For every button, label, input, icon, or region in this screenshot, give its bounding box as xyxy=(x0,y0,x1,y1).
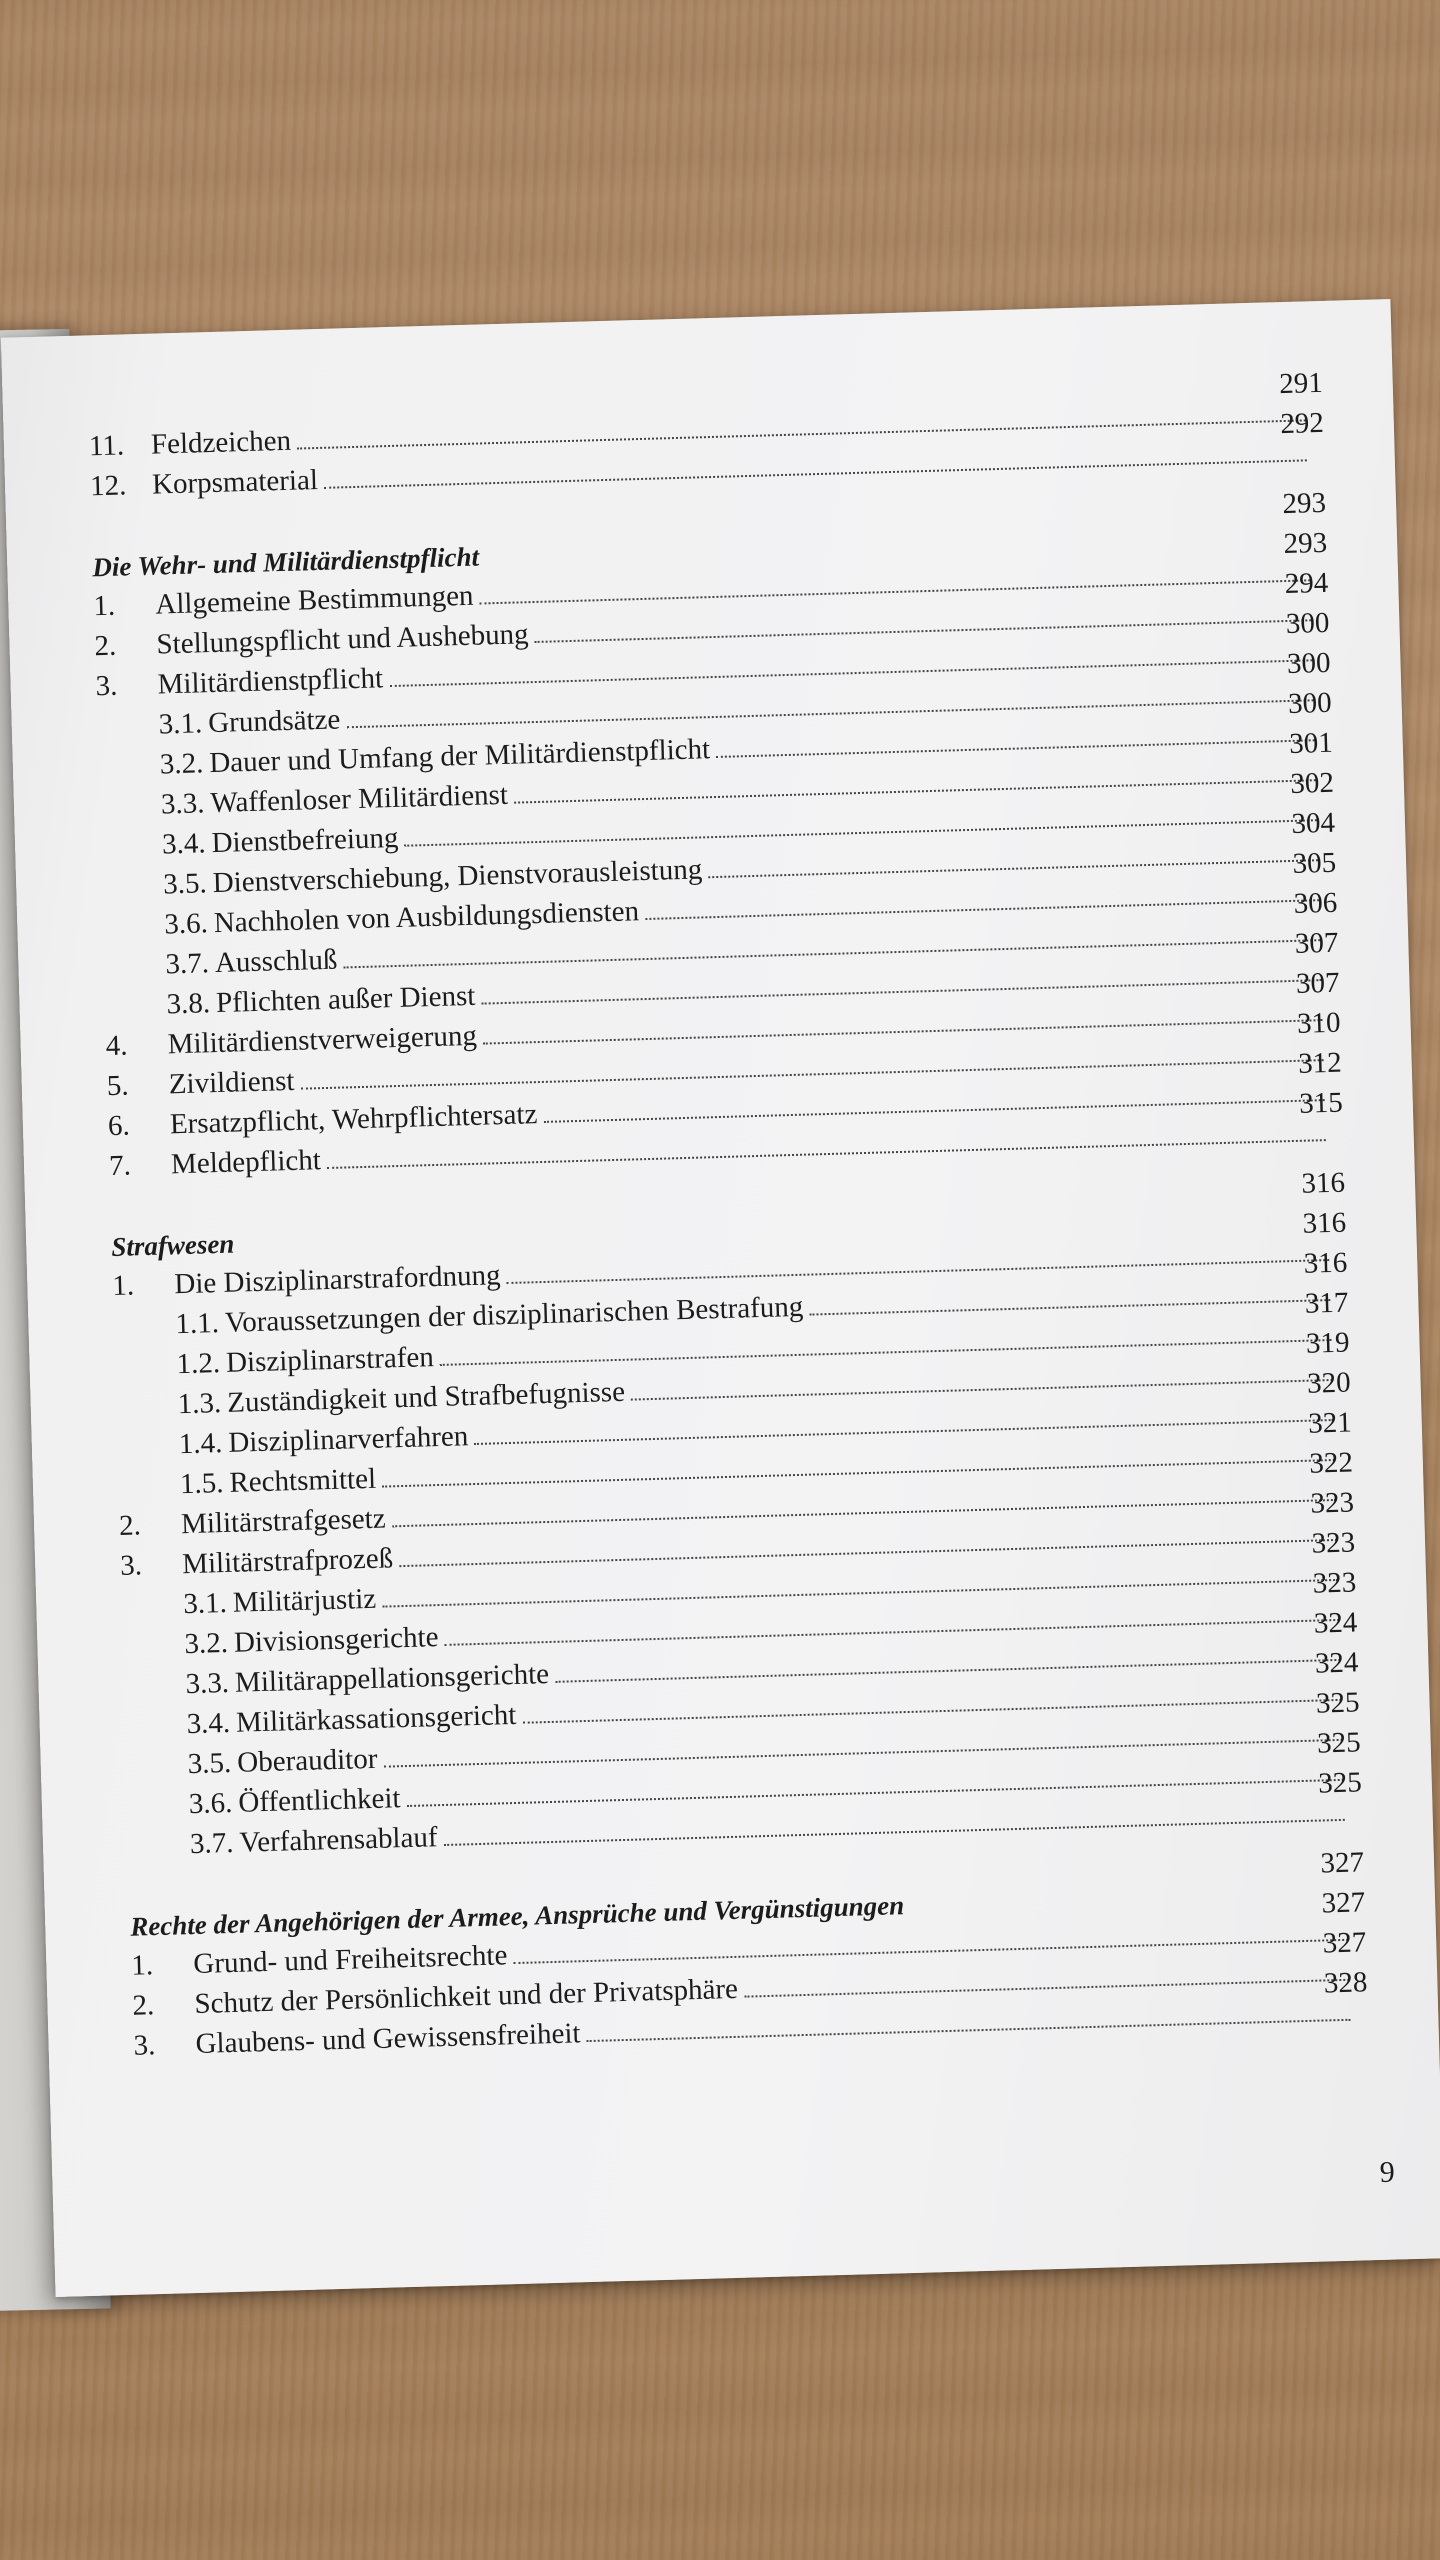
entry-page: 315 xyxy=(1298,1086,1344,1120)
entry-title: Öffentlichkeit xyxy=(237,1782,401,1819)
entry-title: Militärdienstverweigerung xyxy=(167,1019,478,1061)
book-page xyxy=(1,299,1440,2297)
entry-title: Waffenloser Militärdienst xyxy=(210,778,509,820)
entry-page: 300 xyxy=(1285,606,1330,641)
entry-title: Meldepflicht xyxy=(170,1144,322,1181)
entry-page: 328 xyxy=(1323,1966,1368,2000)
entry-title: Pflichten außer Dienst xyxy=(215,979,476,1020)
entry-page: 323 xyxy=(1310,1486,1355,1520)
section-page: 316 xyxy=(1301,1166,1346,1200)
entry-page: 291 xyxy=(1278,366,1324,401)
entry-title: Zuständigkeit und Strafbefugnisse xyxy=(226,1375,626,1419)
entry-number: 3.2. xyxy=(159,747,204,781)
entry-page: 316 xyxy=(1302,1206,1347,1240)
entry-page: 292 xyxy=(1279,406,1325,441)
entry-title: Stellungspflicht und Aushebung xyxy=(156,618,530,661)
entry-title: Divisionsgerichte xyxy=(233,1621,439,1659)
entry-page: 327 xyxy=(1322,1926,1367,1960)
entry-title: Grund- und Freiheitsrechte xyxy=(192,1939,508,1981)
entry-number: 3.8. xyxy=(166,987,211,1021)
entry-page: 322 xyxy=(1308,1446,1354,1480)
entry-title: Ausschluß xyxy=(214,943,338,980)
entry-page: 304 xyxy=(1291,806,1336,840)
entry-number: 3.4. xyxy=(186,1706,231,1741)
entry-page: 321 xyxy=(1307,1406,1353,1440)
entry-number: 3. xyxy=(133,2029,156,2062)
section-title: Die Wehr- und Militärdienstpflicht xyxy=(91,541,480,583)
entry-title: Allgemeine Bestimmungen xyxy=(154,579,474,621)
entry-title: Schutz der Persönlichkeit und der Privatsphäre xyxy=(194,1972,739,2021)
entry-title: Militärkassationsgericht xyxy=(235,1698,517,1739)
entry-page: 294 xyxy=(1284,566,1329,601)
entry-title: Glaubens- und Gewissensfreiheit xyxy=(195,2017,581,2061)
entry-page: 319 xyxy=(1305,1326,1350,1360)
entry-page: 324 xyxy=(1313,1606,1358,1640)
entry-title: Feldzeichen xyxy=(150,424,292,461)
entry-title: Disziplinarverfahren xyxy=(227,1420,469,1459)
entry-number: 3.1. xyxy=(182,1586,228,1621)
entry-number: 5. xyxy=(106,1069,130,1103)
entry-number: 12. xyxy=(89,469,127,503)
entry-number: 3.7. xyxy=(189,1826,234,1861)
entry-number: 4. xyxy=(105,1029,128,1063)
entry-page: 325 xyxy=(1316,1726,1362,1760)
entry-page: 323 xyxy=(1311,1526,1356,1560)
entry-number: 1.2. xyxy=(176,1347,221,1381)
entry-page: 310 xyxy=(1296,1006,1341,1040)
entry-number: 3.6. xyxy=(188,1786,233,1821)
entry-number: 1. xyxy=(111,1269,135,1303)
entry-title: Dauer und Umfang der Militärdienstpflicht xyxy=(208,733,711,780)
entry-number: 2. xyxy=(118,1509,142,1542)
entry-page: 316 xyxy=(1303,1246,1348,1280)
entry-title: Militärstrafprozeß xyxy=(181,1542,394,1581)
entry-page: 300 xyxy=(1287,686,1333,720)
entry-page: 306 xyxy=(1293,886,1338,920)
entry-number: 3.4. xyxy=(161,827,207,861)
entry-title: Rechtsmittel xyxy=(229,1462,377,1499)
entry-title: Die Disziplinarstrafordnung xyxy=(173,1259,501,1301)
entry-number: 7. xyxy=(108,1149,132,1183)
entry-page: 327 xyxy=(1321,1886,1366,1920)
entry-number: 3.5. xyxy=(162,867,208,901)
entry-number: 6. xyxy=(107,1109,131,1143)
entry-number: 3.3. xyxy=(185,1666,230,1701)
entry-page: 320 xyxy=(1306,1366,1352,1400)
entry-title: Verfahrensablauf xyxy=(239,1821,438,1859)
entry-page: 302 xyxy=(1289,766,1335,800)
entry-number: 1.4. xyxy=(178,1427,223,1461)
entry-number: 3.2. xyxy=(184,1626,229,1661)
entry-number: 1. xyxy=(130,1949,154,1982)
entry-number: 3.7. xyxy=(165,947,210,981)
entry-title: Grundsätze xyxy=(207,703,341,740)
entry-number: 1. xyxy=(92,589,116,623)
entry-title: Militärstrafgesetz xyxy=(180,1502,387,1541)
entry-title: Ersatzpflicht, Wehrpflichtersatz xyxy=(169,1098,538,1141)
entry-number: 3. xyxy=(119,1549,143,1582)
entry-number: 3.3. xyxy=(160,787,205,821)
entry-title: Voraussetzungen der disziplinarischen Bestrafung xyxy=(224,1290,804,1339)
section-page: 327 xyxy=(1320,1846,1365,1880)
entry-title: Oberauditor xyxy=(236,1742,378,1779)
table-of-contents xyxy=(88,366,1368,2063)
entry-page: 324 xyxy=(1314,1646,1359,1680)
entry-page: 307 xyxy=(1294,926,1339,960)
entry-page: 305 xyxy=(1292,846,1337,880)
entry-number: 1.5. xyxy=(179,1467,224,1501)
entry-title: Korpsmaterial xyxy=(151,463,319,501)
entry-page: 325 xyxy=(1315,1686,1360,1720)
entry-page: 312 xyxy=(1297,1046,1343,1080)
entry-title: Militärjustiz xyxy=(232,1582,377,1619)
section-title: Strafwesen xyxy=(110,1228,235,1263)
entry-number: 3. xyxy=(95,669,118,703)
entry-title: Dienstbefreiung xyxy=(211,821,399,860)
section-title: Rechte der Angehörigen der Armee, Ansprüche und Vergünstigungen xyxy=(129,1890,905,1942)
entry-title: Disziplinarstrafen xyxy=(225,1341,435,1379)
entry-title: Militärappellationsgerichte xyxy=(234,1658,550,1699)
entry-number: 3.6. xyxy=(163,907,209,941)
page-number: 9 xyxy=(1379,2155,1396,2189)
entry-page: 325 xyxy=(1317,1766,1363,1800)
entry-number: 11. xyxy=(88,429,125,463)
entry-number: 1.1. xyxy=(175,1307,220,1341)
entry-number: 2. xyxy=(94,629,117,663)
entry-title: Dienstverschiebung, Dienstvorausleistung xyxy=(212,853,703,900)
section-page: 293 xyxy=(1282,486,1327,521)
entry-page: 317 xyxy=(1304,1286,1349,1320)
entry-page: 293 xyxy=(1283,526,1328,561)
dot-leader xyxy=(587,2019,1351,2042)
entry-title: Nachholen von Ausbildungsdiensten xyxy=(213,895,640,940)
entry-page: 300 xyxy=(1286,646,1331,680)
entry-number: 2. xyxy=(132,1989,155,2022)
entry-number: 3.1. xyxy=(158,707,203,741)
entry-title: Zivildienst xyxy=(168,1064,295,1101)
entry-page: 323 xyxy=(1312,1566,1357,1600)
entry-page: 307 xyxy=(1295,966,1340,1000)
entry-number: 3.5. xyxy=(187,1746,232,1781)
entry-title: Militärdienstpflicht xyxy=(157,662,384,701)
entry-page: 301 xyxy=(1288,726,1334,760)
entry-number: 1.3. xyxy=(177,1387,222,1421)
